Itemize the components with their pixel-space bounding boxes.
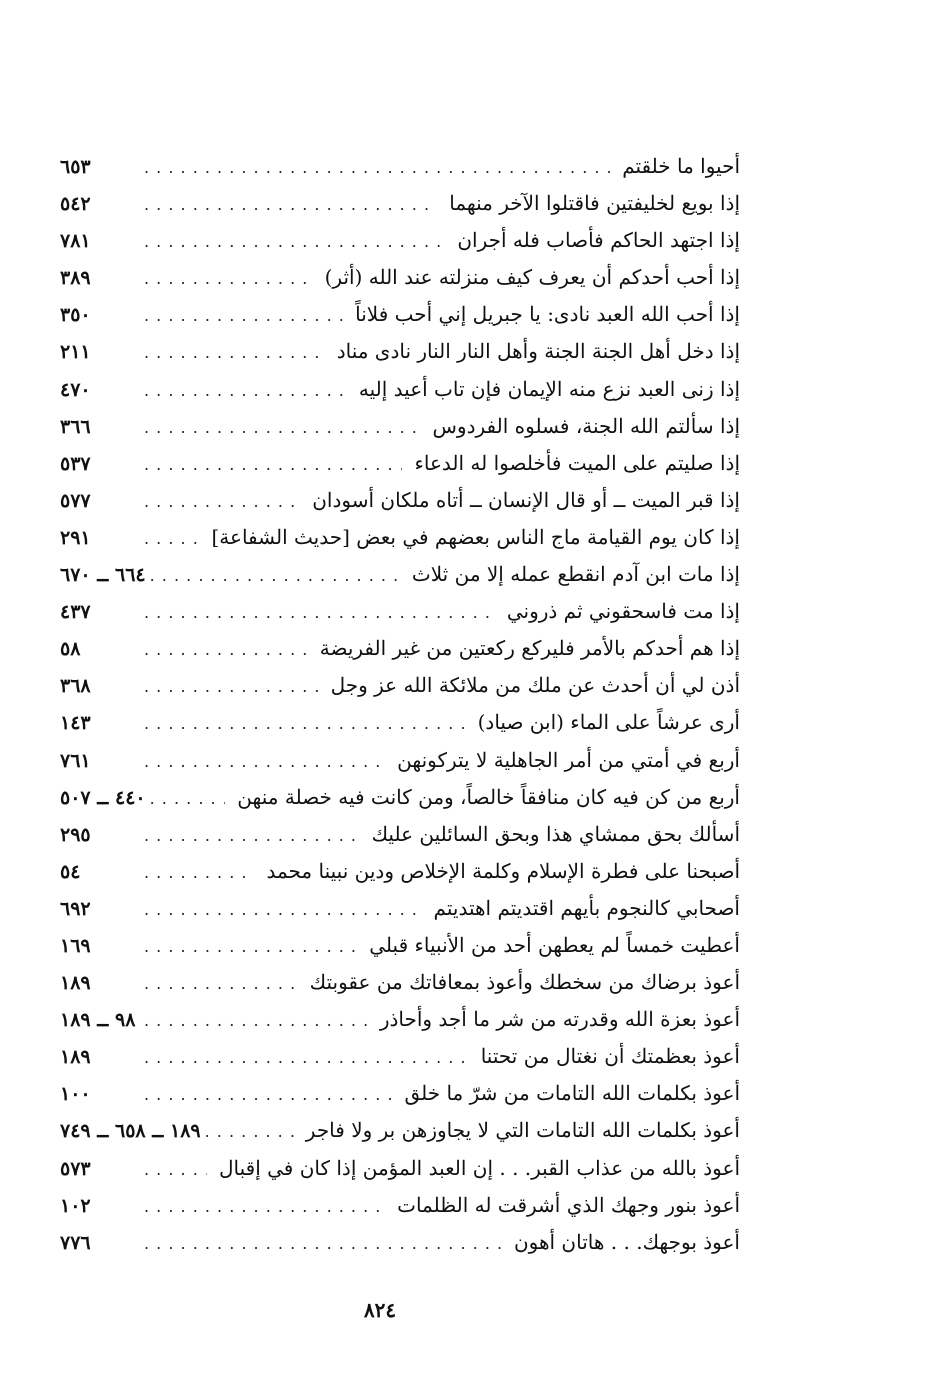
entry-page-numbers: ٧٧٦: [60, 1231, 91, 1254]
index-entry: [60, 445, 740, 482]
index-entry: [60, 816, 740, 853]
entry-page-numbers: ٦٩٢: [60, 897, 91, 920]
index-entry: [60, 1001, 740, 1038]
entry-text: إذا زنى العبد نزع منه الإيمان فإن تاب أعيد إليه: [358, 376, 740, 401]
entry-page-numbers: ٥٣٧: [60, 452, 91, 475]
entry-text: أعوذ بنور وجهك الذي أشرقت له الظلمات: [397, 1192, 740, 1217]
entry-page-numbers: ١٨٩ ــ ٦٥٨ ــ ٧٤٩: [60, 1120, 201, 1143]
entry-page-numbers: ٦٦٤ ــ ٦٧٠: [60, 564, 146, 587]
dot-leader: [205, 1113, 294, 1150]
dot-leader: [144, 594, 495, 631]
index-entry: [60, 222, 740, 259]
dot-leader: [144, 186, 437, 223]
entry-text: إذا بويع لخليفتين فاقتلوا الآخر منهما: [449, 191, 740, 216]
dot-leader: [144, 223, 445, 260]
index-entry: [60, 1150, 740, 1187]
index-entry: [60, 482, 740, 519]
dot-leader: [144, 372, 347, 409]
entry-page-numbers: ١٨٩: [60, 1046, 91, 1069]
entry-text: أسألك بحق ممشاي هذا وبحق السائلين عليك: [371, 821, 740, 846]
entry-page-numbers: ٥٤٢: [60, 193, 91, 216]
dot-leader: [144, 705, 466, 742]
entry-page-numbers: ٢٩٥: [60, 823, 91, 846]
index-entry: [60, 371, 740, 408]
entry-text: أعوذ بكلمات الله التامات التي لا يجاوزهن بر ولا فاجر: [305, 1118, 740, 1143]
dot-leader: [144, 668, 319, 705]
entry-text: أعوذ بعظمتك أن نغتال من تحتنا: [480, 1044, 740, 1069]
index-entry: [60, 927, 740, 964]
entry-page-numbers: ٥٤: [60, 860, 81, 883]
index-entry: [60, 593, 740, 630]
dot-leader: [144, 1225, 502, 1262]
dot-leader: [144, 1039, 469, 1076]
entry-page-numbers: ٣٦٨: [60, 675, 91, 698]
entry-text: إذا سألتم الله الجنة، فسلوه الفردوس: [432, 413, 740, 438]
entry-page-numbers: ٦٥٣: [60, 156, 91, 178]
index-entry: [60, 1187, 740, 1224]
index-entry: [60, 556, 740, 593]
index-entry: [60, 853, 740, 890]
entry-page-numbers: ٤٤٠ ــ ٥٠٧: [60, 786, 146, 809]
index-entry: [60, 519, 740, 556]
index-entry: [60, 630, 740, 667]
dot-leader: [144, 409, 421, 446]
dot-leader: [144, 928, 357, 965]
entry-text: أعوذ بالله من عذاب القبر. . . إن العبد المؤمن إذا كان في إقبال: [218, 1155, 740, 1180]
entry-text: إذا أحب الله العبد نادى: يا جبريل إني أحب فلاناً: [355, 302, 740, 327]
entry-page-numbers: ٥٧٣: [60, 1157, 91, 1180]
entry-page-numbers: ٣٥٠: [60, 304, 91, 327]
dot-leader: [144, 483, 300, 520]
dot-leader: [144, 1188, 385, 1225]
entry-text: أربع في أمتي من أمر الجاهلية لا يتركونهن: [397, 747, 740, 772]
index-list: [60, 148, 740, 1261]
index-entry: [60, 148, 740, 185]
entry-text: إذا كان يوم القيامة ماج الناس بعضهم في بعض [حديث الشفاعة]: [211, 524, 740, 549]
index-entry: [60, 964, 740, 1001]
dot-leader: [144, 854, 254, 891]
dot-leader: [144, 520, 200, 557]
entry-page-numbers: ٢٩١: [60, 526, 91, 549]
index-entry: [60, 742, 740, 779]
entry-page-numbers: ٣٦٦: [60, 415, 91, 438]
dot-leader: [144, 260, 313, 297]
dot-leader: [144, 631, 308, 668]
dot-leader: [144, 891, 422, 928]
index-entry: [60, 408, 740, 445]
entry-page-numbers: ٣٨٩: [60, 267, 91, 290]
dot-leader: [144, 817, 360, 854]
entry-text: إذا مات ابن آدم انقطع عمله إلا من ثلاث: [411, 562, 740, 587]
index-entry: [60, 185, 740, 222]
index-entry: [60, 1112, 740, 1149]
entry-page-numbers: ١٠٢: [60, 1194, 91, 1217]
dot-leader: [144, 334, 325, 371]
entry-page-numbers: ١٨٩: [60, 972, 91, 995]
entry-text: إذا أحب أحدكم أن يعرف كيف منزلته عند الله (أثر): [324, 265, 740, 290]
entry-text: إذا مت فاسحقوني ثم ذروني: [506, 599, 740, 624]
index-entry: [60, 704, 740, 741]
entry-text: إذا قبر الميت ــ أو قال الإنسان ــ أتاه ملكان أسودان: [312, 487, 740, 512]
entry-page-numbers: ٥٨: [60, 638, 81, 661]
entry-text: أصبحنا على فطرة الإسلام وكلمة الإخلاص ودين نبينا محمد: [266, 858, 740, 883]
entry-text: أرى عرشاً على الماء (ابن صياد): [477, 710, 740, 735]
dot-leader: [144, 297, 343, 334]
entry-text: أعوذ بعزة الله وقدرته من شر ما أجد وأحاذر: [379, 1007, 740, 1032]
entry-text: إذا اجتهد الحاكم فأصاب فله أجران: [457, 228, 740, 253]
entry-text: أعوذ بكلمات الله التامات من شرّ ما خلق: [404, 1081, 740, 1106]
dot-leader: [144, 743, 385, 780]
page-number: ٨٢٤: [363, 1298, 397, 1322]
entry-text: أعوذ برضاك من سخطك وأعوذ بمعافاتك من عقوبتك: [309, 970, 740, 995]
index-entry: [60, 1075, 740, 1112]
index-entry: [60, 890, 740, 927]
entry-text: أعطيت خمساً لم يعطهن أحد من الأنبياء قبلي: [369, 932, 740, 957]
dot-leader: [144, 1076, 392, 1113]
entry-text: إذا صليتم على الميت فأخلصوا له الدعاء: [414, 450, 740, 475]
index-entry: [60, 667, 740, 704]
entry-page-numbers: ١٤٣: [60, 712, 91, 735]
index-entry: [60, 1038, 740, 1075]
entry-text: أذن لي أن أحدث عن ملك من ملائكة الله عز وجل: [330, 673, 740, 698]
entry-text: إذا هم أحدكم بالأمر فليركع ركعتين من غير الفريضة: [319, 636, 740, 661]
entry-text: أحيوا ما خلقتم: [622, 154, 740, 178]
entry-page-numbers: ١٦٩: [60, 934, 91, 957]
index-entry: [60, 333, 740, 370]
entry-page-numbers: ٩٨ ــ ١٨٩: [60, 1009, 136, 1032]
entry-page-numbers: ٢١١: [60, 341, 91, 364]
index-entry: [60, 259, 740, 296]
entry-page-numbers: ٤٣٧: [60, 601, 91, 624]
dot-leader: [144, 149, 610, 186]
dot-leader: [144, 965, 298, 1002]
entry-page-numbers: ٥٧٧: [60, 489, 91, 512]
dot-leader: [144, 1151, 207, 1188]
index-entry: [60, 779, 740, 816]
entry-page-numbers: ٧٦١: [60, 749, 91, 772]
entry-page-numbers: ٧٨١: [60, 230, 91, 253]
dot-leader: [150, 780, 226, 817]
dot-leader: [144, 1002, 368, 1039]
entry-text: أربع من كن فيه كان منافقاً خالصاً، ومن كانت فيه خصلة منهن: [237, 784, 740, 809]
index-entry: [60, 1224, 740, 1261]
dot-leader: [150, 557, 400, 594]
entry-page-numbers: ١٠٠: [60, 1083, 91, 1106]
index-entry: [60, 296, 740, 333]
dot-leader: [144, 446, 402, 483]
entry-text: أعوذ بوجهك. . . هاتان أهون: [513, 1229, 740, 1254]
entry-text: إذا دخل أهل الجنة الجنة وأهل النار النار نادى مناد: [336, 339, 740, 364]
entry-page-numbers: ٤٧٠: [60, 378, 91, 401]
entry-text: أصحابي كالنجوم بأيهم اقتديتم اهتديتم: [433, 895, 740, 920]
